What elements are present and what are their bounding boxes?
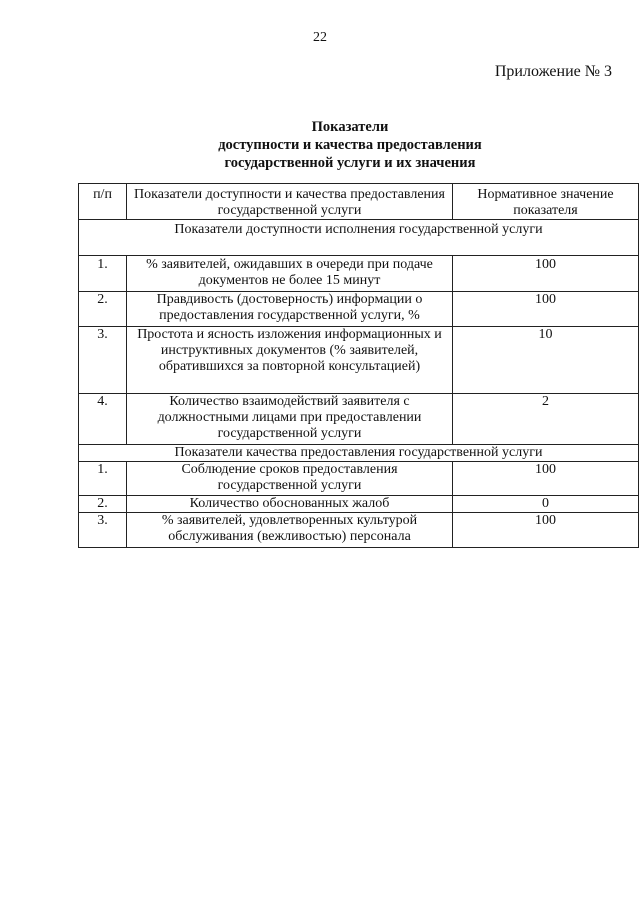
row-value: 10: [453, 327, 639, 394]
indicators-table: [78, 183, 639, 548]
section-title: Показатели доступности исполнения государственной услуги: [79, 220, 639, 256]
table-row: [79, 327, 639, 394]
row-num: 2.: [79, 292, 127, 327]
table-row: [79, 496, 639, 513]
row-name: Простота и ясность изложения информационных и инструктивных документов (% заявителей, обратившихся за повторной консультацией): [127, 327, 453, 394]
row-num: 3.: [79, 327, 127, 394]
title-line-2: доступности и качества предоставления: [218, 137, 482, 153]
row-num: 4.: [79, 394, 127, 445]
table-row: [79, 394, 639, 445]
row-value: 100: [453, 292, 639, 327]
row-name: Соблюдение сроков предоставления государственной услуги: [127, 462, 453, 496]
header-name: Показатели доступности и качества предоставления государственной услуги: [127, 184, 453, 220]
row-value: 2: [453, 394, 639, 445]
row-name: Количество взаимодействий заявителя с должностными лицами при предоставлении государственной услуги: [127, 394, 453, 445]
row-value: 0: [453, 496, 639, 513]
document-title: [80, 118, 620, 172]
table-row: [79, 462, 639, 496]
row-value: 100: [453, 462, 639, 496]
row-value: 100: [453, 513, 639, 548]
row-name: % заявителей, ожидавших в очереди при подаче документов не более 15 минут: [127, 256, 453, 292]
page-number: 22: [313, 30, 327, 45]
row-name: Количество обоснованных жалоб: [127, 496, 453, 513]
table-row: [79, 513, 639, 548]
row-num: 1.: [79, 256, 127, 292]
title-line-3: государственной услуги и их значения: [224, 155, 476, 171]
row-name: Правдивость (достоверность) информации о предоставления государственной услуги, %: [127, 292, 453, 327]
row-num: 2.: [79, 496, 127, 513]
table-header-row: [79, 184, 639, 220]
section-header-row: [79, 220, 639, 256]
title-line-1: Показатели: [311, 119, 389, 135]
appendix-label: Приложение № 3: [494, 63, 612, 80]
section-title: Показатели качества предоставления государственной услуги: [79, 445, 639, 462]
table-row: [79, 292, 639, 327]
row-name: % заявителей, удовлетворенных культурой обслуживания (вежливостью) персонала: [127, 513, 453, 548]
section-header-row: [79, 445, 639, 462]
table-row: [79, 256, 639, 292]
row-num: 3.: [79, 513, 127, 548]
row-num: 1.: [79, 462, 127, 496]
header-num: п/п: [79, 184, 127, 220]
row-value: 100: [453, 256, 639, 292]
header-value: Нормативное значение показателя: [453, 184, 639, 220]
